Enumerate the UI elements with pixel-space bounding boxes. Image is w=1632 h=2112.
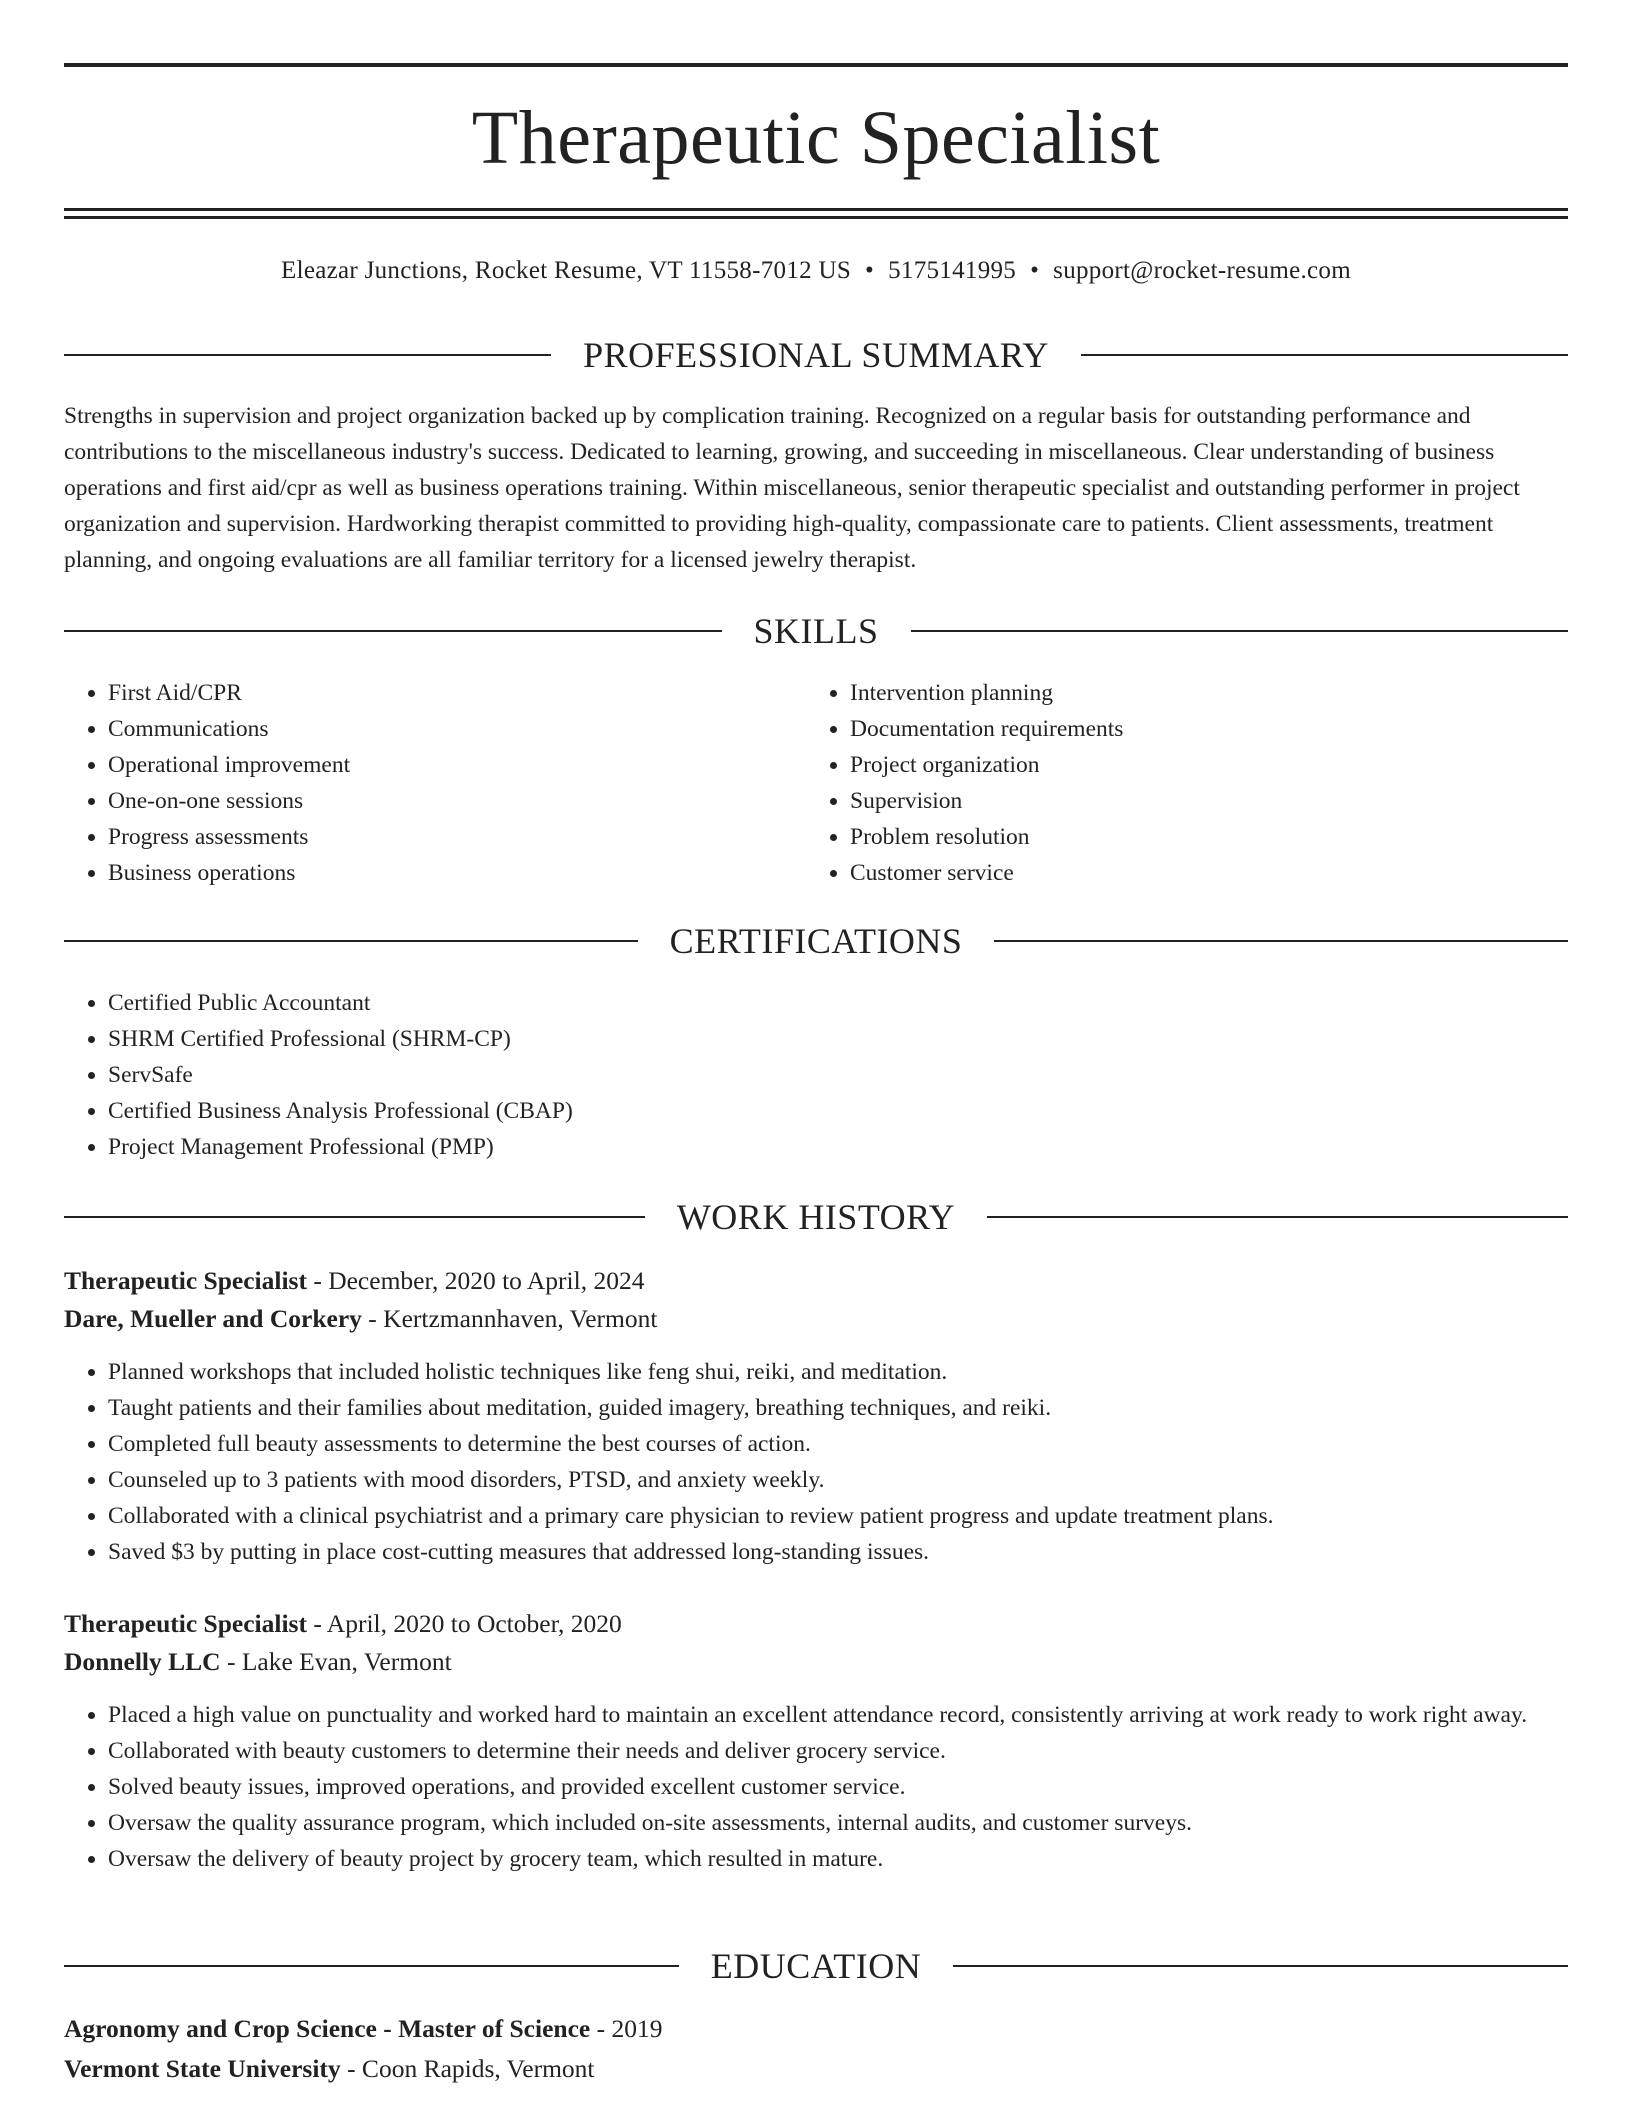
section-rule-left (64, 1216, 645, 1218)
job-location: - Lake Evan, Vermont (220, 1647, 452, 1676)
candidate-name: Therapeutic Specialist (471, 96, 1161, 180)
skill-item: • Communications (108, 711, 804, 747)
job-bullet: • Saved $3 by putting in place cost-cutting measures that addressed long-standing issues. (108, 1534, 1568, 1570)
section-rule-right (1081, 354, 1568, 356)
job-company: Dare, Mueller and Corkery (64, 1304, 362, 1333)
section-title: CERTIFICATIONS (669, 921, 963, 961)
job-bullet: • Solved beauty issues, improved operations, and provided excellent customer service. (108, 1769, 1568, 1805)
education-location: - Coon Rapids, Vermont (340, 2054, 595, 2083)
job-bullet: • Collaborated with beauty customers to determine their needs and deliver grocery service. (108, 1733, 1568, 1769)
section-header-certifications (64, 919, 1568, 963)
header-double-rule-lower (64, 216, 1568, 219)
skill-item: • Operational improvement (108, 747, 804, 783)
section-rule-right (953, 1965, 1568, 1967)
job-bullet: • Planned workshops that included holistic techniques like feng shui, reiki, and meditation. (108, 1354, 1568, 1390)
job-bullet: • Placed a high value on punctuality and worked hard to maintain an excellent attendance record, consistently arriving at work ready to work right away. (108, 1697, 1568, 1733)
section-title: PROFESSIONAL SUMMARY (583, 335, 1049, 375)
skill-item: • Problem resolution (850, 819, 1566, 855)
header-top-rule (64, 63, 1568, 67)
job-bullet: • Taught patients and their families about meditation, guided imagery, breathing techniques, and reiki. (108, 1390, 1568, 1426)
skill-item: • Documentation requirements (850, 711, 1566, 747)
section-title: SKILLS (753, 611, 879, 651)
job-title-line (64, 1605, 1568, 1643)
job-company-line (64, 1300, 1568, 1338)
job-company: Donnelly LLC (64, 1647, 221, 1676)
section-header-summary (64, 333, 1568, 377)
skill-item: • Business operations (108, 855, 804, 891)
contact-separator: • (865, 257, 875, 284)
job-bullet: • Counseled up to 3 patients with mood disorders, PTSD, and anxiety weekly. (108, 1462, 1568, 1498)
certifications-list (64, 985, 1568, 1165)
skill-item: • Customer service (850, 855, 1566, 891)
skill-item: • One-on-one sessions (108, 783, 804, 819)
certification-item: • Certified Public Accountant (108, 985, 1568, 1021)
job-role: Therapeutic Specialist (64, 1609, 307, 1638)
skill-item: • Supervision (850, 783, 1566, 819)
section-rule-right (911, 630, 1569, 632)
contact-line (64, 254, 1568, 288)
summary-text: Strengths in supervision and project organization backed up by complication training. Recognized on a regular basis for outstanding performance and contributions to the miscellaneous industry's success. Dedicated to learning, growing, and succeeding in miscellaneous. Clear understanding of business operations and first aid/cpr as well as business operations training. Within miscellaneous, senior therapeutic specialist and outstanding performer in project organization and supervision. Hardworking therapist committed to providing high-quality, compassionate care to patients. Client assessments, treatment planning, and ongoing evaluations are all familiar territory for a licensed jewelry therapist. (64, 403, 1520, 573)
education-school: Vermont State University (64, 2054, 341, 2083)
job-title-line (64, 1262, 1568, 1300)
contact-address: Eleazar Junctions, Rocket Resume, VT 11558-7012 US (281, 257, 852, 284)
section-rule-left (64, 1965, 679, 1967)
job-bullet: • Collaborated with a clinical psychiatrist and a primary care physician to review patient progress and update treatment plans. (108, 1498, 1568, 1534)
contact-separator: • (1030, 257, 1040, 284)
certification-item: • Project Management Professional (PMP) (108, 1129, 1568, 1165)
section-title: EDUCATION (710, 1946, 922, 1986)
section-rule-left (64, 940, 638, 942)
job-dates: - April, 2020 to October, 2020 (306, 1609, 622, 1638)
section-rule-left (64, 354, 551, 356)
job-bullets (64, 1697, 1568, 1877)
header-double-rule-upper (64, 208, 1568, 211)
job-bullet: • Completed full beauty assessments to determine the best courses of action. (108, 1426, 1568, 1462)
section-header-skills (64, 609, 1568, 653)
section-rule-right (987, 1216, 1568, 1218)
skill-item: • Progress assessments (108, 819, 804, 855)
contact-email: support@rocket-resume.com (1053, 257, 1351, 284)
education-degree-line (64, 2010, 1568, 2048)
job-company-line (64, 1643, 1568, 1681)
job-bullets (64, 1354, 1568, 1570)
education-year: - 2019 (590, 2014, 663, 2043)
education-school-line (64, 2050, 1568, 2088)
job-location: - Kertzmannhaven, Vermont (361, 1304, 658, 1333)
contact-phone: 5175141995 (888, 257, 1017, 284)
section-rule-right (994, 940, 1568, 942)
section-rule-left (64, 630, 722, 632)
job-bullet: • Oversaw the delivery of beauty project by grocery team, which resulted in mature. (108, 1841, 1568, 1877)
job-bullet: • Oversaw the quality assurance program, which included on-site assessments, internal audits, and customer surveys. (108, 1805, 1568, 1841)
skills-right-column (806, 675, 1566, 891)
skill-item: • Intervention planning (850, 675, 1566, 711)
skill-item: • First Aid/CPR (108, 675, 804, 711)
skills-left-column (64, 675, 804, 891)
certification-item: • SHRM Certified Professional (SHRM-CP) (108, 1021, 1568, 1057)
section-header-education (64, 1944, 1568, 1988)
job-dates: - December, 2020 to April, 2024 (306, 1266, 645, 1295)
education-degree: Agronomy and Crop Science - Master of Science (64, 2014, 591, 2043)
job-role: Therapeutic Specialist (64, 1266, 307, 1295)
certification-item: • ServSafe (108, 1057, 1568, 1093)
certification-item: • Certified Business Analysis Professional (CBAP) (108, 1093, 1568, 1129)
skill-item: • Project organization (850, 747, 1566, 783)
section-header-work-history (64, 1195, 1568, 1239)
section-title: WORK HISTORY (676, 1197, 956, 1237)
